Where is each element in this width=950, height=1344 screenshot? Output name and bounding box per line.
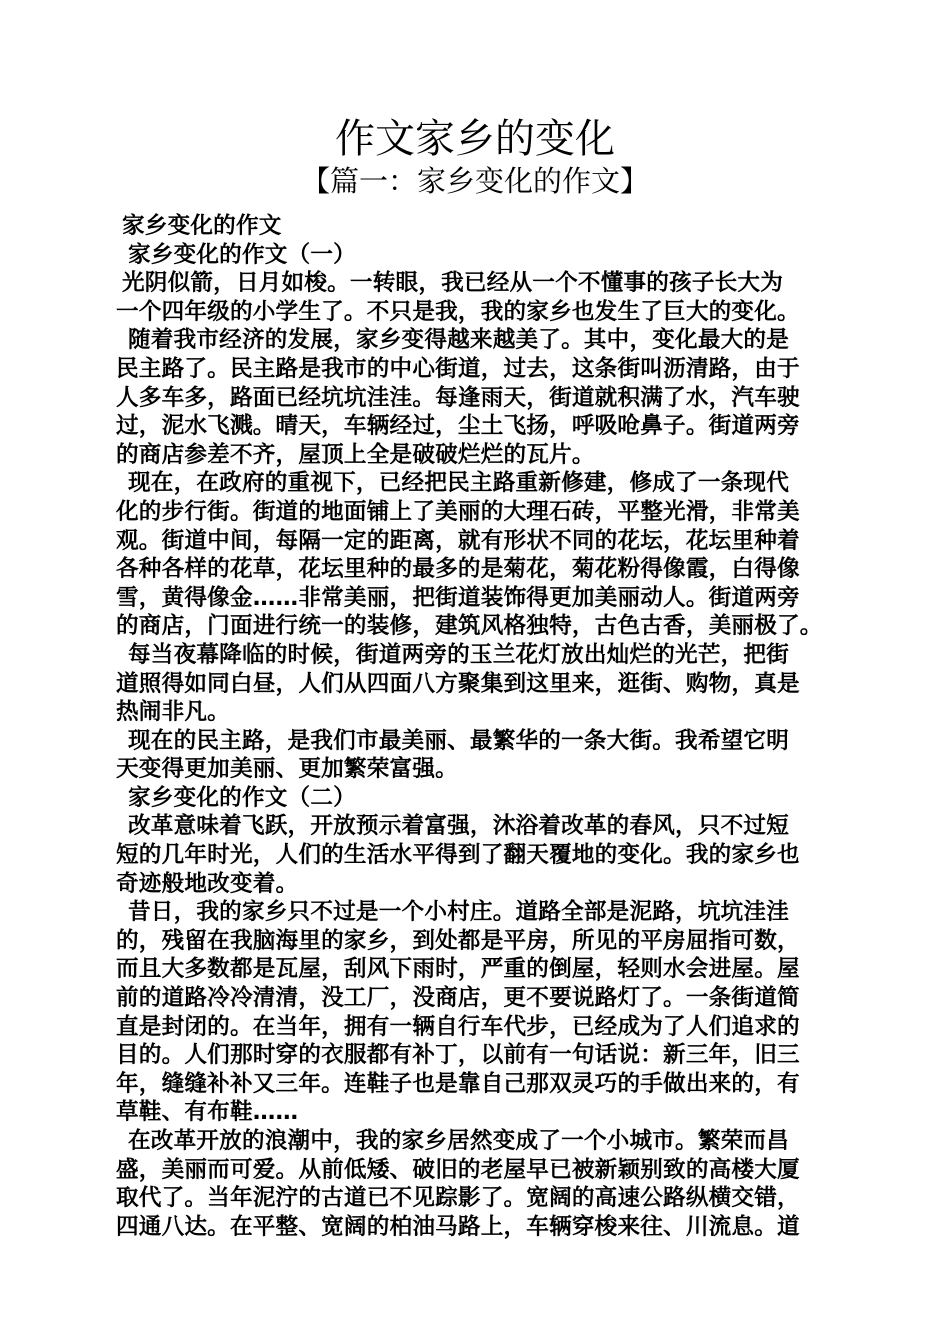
- text-line: 的商店参差不齐，屋顶上全是破破烂烂的瓦片。: [116, 441, 595, 468]
- text-line: 热闹非凡。: [116, 699, 230, 726]
- text-line: 前的道路冷冷清清，没工厂，没商店，更不要说路灯了。一条街道简: [116, 985, 800, 1012]
- text-line: 的商店，门面进行统一的装修，建筑风格独特，古色古香，美丽极了。: [116, 613, 823, 640]
- text-line: 目的。人们那时穿的衣服都有补丁，以前有一句话说：新三年，旧三: [116, 1042, 800, 1069]
- text-line: 奇迹般地改变着。: [116, 870, 299, 897]
- text-line: 各种各样的花草，花坛里种的最多的是菊花，菊花粉得像霞，白得像: [116, 556, 800, 583]
- text-line: 天变得更加美丽、更加繁荣富强。: [116, 756, 458, 783]
- text-line: 每当夜幕降临的时候，街道两旁的玉兰花灯放出灿烂的光芒，把街: [128, 641, 790, 668]
- text-line: 光阴似箭，日月如梭。一转眼，我已经从一个不懂事的孩子长大为: [122, 270, 784, 297]
- text-line: 的，残留在我脑海里的家乡，到处都是平房，所见的平房屈指可数，: [116, 927, 800, 954]
- text-line: 民主路了。民主路是我市的中心街道，过去，这条街叫沥清路，由于: [116, 355, 800, 382]
- text-line: 在改革开放的浪潮中，我的家乡居然变成了一个小城市。繁荣而昌: [128, 1128, 790, 1154]
- text-line: 现在，在政府的重视下，已经把民主路重新修建，修成了一条现代: [128, 470, 790, 497]
- text-line: 昔日，我的家乡只不过是一个小村庄。道路全部是泥路，坑坑洼洼: [128, 899, 790, 926]
- text-line: 过，泥水飞溅。晴天，车辆经过，尘土飞扬，呼吸呛鼻子。街道两旁: [116, 413, 800, 440]
- text-line: 四通八达。在平整、宽阔的柏油马路上，车辆穿梭来往、川流息。道: [116, 1213, 800, 1240]
- text-line: 短的几年时光，人们的生活水平得到了翻天覆地的变化。我的家乡也: [116, 842, 800, 869]
- document-body: [116, 212, 846, 1241]
- text-line: 家乡变化的作文（一）: [128, 241, 356, 268]
- text-line: 而且大多数都是瓦屋，刮风下雨时，严重的倒屋，轻则水会进屋。屋: [116, 956, 800, 983]
- text-line: 雪，黄得像金……非常美丽，把街道装饰得更加美丽动人。街道两旁: [116, 584, 800, 611]
- text-line: 直是封闭的。在当年，拥有一辆自行车代步，已经成为了人们追求的: [116, 1013, 800, 1040]
- text-line: 化的步行街。街道的地面铺上了美丽的大理石砖，平整光滑，非常美: [116, 498, 800, 525]
- text-line: 随着我市经济的发展，家乡变得越来越美了。其中，变化最大的是: [128, 327, 790, 354]
- text-line: 取代了。当年泥泞的古道已不见踪影了。宽阔的高速公路纵横交错，: [116, 1185, 800, 1212]
- document-title: 作文家乡的变化: [335, 116, 615, 162]
- text-line: 盛，美丽而可爱。从前低矮、破旧的老屋早已被新颖别致的高楼大厦: [116, 1156, 800, 1183]
- document-subtitle: 【篇一：家乡变化的作文】: [300, 164, 649, 198]
- text-line: 一个四年级的小学生了。不只是我，我的家乡也发生了巨大的变化。: [116, 298, 800, 325]
- text-line: 家乡变化的作文（二）: [128, 784, 356, 811]
- text-line: 道照得如同白昼，人们从四面八方聚集到这里来，逛街、购物，真是: [116, 670, 800, 697]
- text-line: 人多车多，路面已经坑坑洼洼。每逢雨天，街道就积满了水，汽车驶: [116, 384, 800, 411]
- text-line: 观。街道中间，每隔一定的距离，就有形状不同的花坛，花坛里种着: [116, 527, 800, 554]
- text-line: 年，缝缝补补又三年。连鞋子也是靠自己那双灵巧的手做出来的，有: [116, 1070, 800, 1097]
- text-line: 现在的民主路，是我们市最美丽、最繁华的一条大街。我希望它明: [128, 727, 790, 754]
- text-line: 草鞋、有布鞋……: [116, 1099, 299, 1126]
- text-line: 家乡变化的作文: [122, 213, 282, 239]
- text-line: 改革意味着飞跃，开放预示着富强，沐浴着改革的春风，只不过短: [128, 813, 790, 840]
